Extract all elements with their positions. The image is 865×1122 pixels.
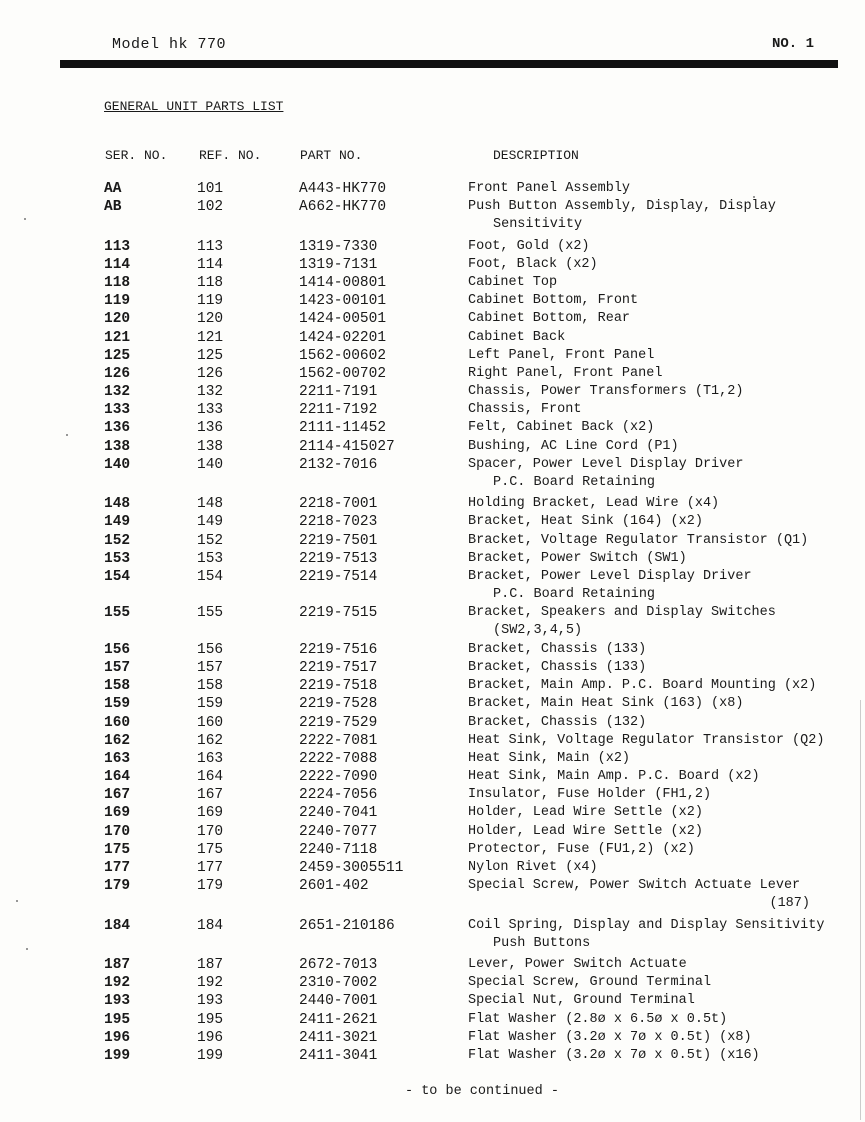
table-row	[0, 365, 865, 383]
ref-no-cell: 167	[197, 787, 224, 804]
ref-no-cell: 155	[197, 605, 224, 622]
part-no-cell: 2218-7001	[299, 496, 378, 513]
ser-no-cell: 152	[104, 532, 131, 549]
ref-no-cell: 187	[197, 956, 224, 973]
table-row	[0, 750, 865, 768]
table-row	[0, 877, 865, 913]
table-row	[0, 274, 865, 292]
section-title: GENERAL UNIT PARTS LIST	[104, 99, 284, 114]
table-row	[0, 641, 865, 659]
description-line: Front Panel Assembly	[468, 181, 631, 196]
part-no-cell: 2240-7118	[299, 841, 378, 858]
description-continuation: Sensitivity	[493, 217, 583, 233]
ref-no-cell: 160	[197, 714, 224, 731]
description-continuation: (SW2,3,4,5)	[493, 623, 583, 639]
ref-no-cell: 184	[197, 917, 224, 934]
description-line: Heat Sink, Main (x2)	[468, 750, 631, 766]
ref-no-cell: 120	[197, 311, 224, 328]
table-row	[0, 513, 865, 531]
ser-no-cell: 160	[104, 714, 131, 731]
column-header-part-no: PART NO.	[300, 148, 363, 163]
scan-speck	[66, 434, 68, 436]
ref-no-cell: 159	[197, 696, 224, 713]
description-line: Insulator, Fuse Holder (FH1,2)	[468, 787, 712, 803]
table-row	[0, 568, 865, 604]
part-no-cell: 2222-7090	[299, 769, 378, 786]
part-no-cell: 2240-7077	[299, 823, 378, 840]
description-cell	[468, 180, 630, 198]
table-row	[0, 310, 865, 328]
part-no-cell: 2219-7513	[299, 550, 378, 567]
description-cell	[468, 347, 654, 365]
part-no-cell: 1423-00101	[299, 293, 387, 310]
description-cell	[468, 992, 695, 1010]
table-row	[0, 550, 865, 568]
description-line: Coil Spring, Display and Display Sensitivity	[468, 917, 825, 933]
description-cell	[468, 714, 646, 732]
description-line: Special Screw, Ground Terminal	[468, 975, 712, 991]
ser-no-cell: 119	[104, 293, 131, 310]
part-no-cell: 1562-00702	[299, 365, 387, 382]
table-row	[0, 1029, 865, 1047]
scan-speck	[16, 900, 18, 902]
ref-no-cell: 148	[197, 496, 224, 513]
description-cell	[468, 550, 687, 568]
description-continuation: P.C. Board Retaining	[493, 586, 656, 602]
ref-no-cell: 138	[197, 438, 224, 455]
description-cell	[468, 750, 630, 768]
description-cell	[468, 419, 654, 437]
part-no-cell: 2219-7516	[299, 641, 378, 658]
description-cell	[468, 1029, 752, 1047]
part-no-cell: 1319-7131	[299, 256, 378, 273]
description-line: Holder, Lead Wire Settle (x2)	[468, 805, 703, 821]
ser-no-cell: AB	[104, 199, 122, 216]
table-row	[0, 956, 865, 974]
scan-speck	[24, 218, 26, 220]
ser-no-cell: 140	[104, 456, 131, 473]
column-header-ser-no: SER. NO.	[105, 148, 168, 163]
description-cell	[468, 768, 760, 786]
description-cell	[468, 513, 703, 531]
ser-no-cell: 120	[104, 311, 131, 328]
ser-no-cell: 148	[104, 496, 131, 513]
part-no-cell: 2211-7191	[299, 384, 378, 401]
description-line: Push Button Assembly, Display, Display	[468, 199, 776, 215]
description-cell	[468, 329, 565, 347]
ref-no-cell: 149	[197, 514, 224, 531]
ser-no-cell: 157	[104, 659, 131, 676]
part-no-cell: 2219-7515	[299, 605, 378, 622]
ref-no-cell: 156	[197, 641, 224, 658]
table-row	[0, 419, 865, 437]
ser-no-cell: 164	[104, 769, 131, 786]
ser-no-cell: 195	[104, 1011, 131, 1028]
description-cell	[468, 804, 703, 822]
ref-no-cell: 153	[197, 550, 224, 567]
ref-no-cell: 113	[197, 238, 224, 255]
description-line: Foot, Gold (x2)	[468, 238, 590, 254]
part-no-cell: 2411-3021	[299, 1029, 378, 1046]
part-no-cell: A443-HK770	[299, 181, 387, 197]
description-cell	[468, 1047, 760, 1065]
description-line: Spacer, Power Level Display Driver	[468, 456, 744, 472]
description-line: Flat Washer (3.2ø x 7ø x 0.5t) (x8)	[468, 1029, 752, 1045]
ser-no-cell: 138	[104, 438, 131, 455]
part-no-cell: 2459-3005511	[299, 860, 404, 876]
ser-no-cell: 132	[104, 384, 131, 401]
scan-speck	[26, 948, 28, 950]
description-cell	[468, 604, 776, 640]
part-no-cell: 2601-402	[299, 878, 369, 895]
description-line: Heat Sink, Voltage Regulator Transistor (Q2)	[468, 732, 825, 748]
description-cell	[468, 495, 719, 513]
ser-no-cell: AA	[104, 181, 122, 197]
description-cell	[468, 401, 581, 419]
description-cell	[468, 877, 810, 913]
ser-no-cell: 193	[104, 993, 131, 1010]
ref-no-cell: 119	[197, 293, 224, 310]
description-line: Bracket, Voltage Regulator Transistor (Q1)	[468, 532, 809, 548]
part-no-cell: A662-HK770	[299, 199, 387, 216]
ref-no-cell: 195	[197, 1011, 224, 1028]
table-row	[0, 604, 865, 640]
column-header-description: DESCRIPTION	[493, 148, 579, 163]
ser-no-cell: 184	[104, 917, 131, 934]
part-no-cell: 1424-02201	[299, 329, 387, 346]
table-row	[0, 1047, 865, 1065]
ref-no-cell: 125	[197, 347, 224, 364]
ref-no-cell: 102	[197, 199, 224, 216]
description-line: Special Screw, Power Switch Actuate Lever	[468, 878, 801, 894]
table-row	[0, 329, 865, 347]
ser-no-cell: 159	[104, 696, 131, 713]
description-line: Flat Washer (2.8ø x 6.5ø x 0.5t)	[468, 1011, 728, 1027]
description-cell	[468, 677, 816, 695]
ser-no-cell: 121	[104, 329, 131, 346]
description-cell	[468, 917, 824, 953]
table-row	[0, 992, 865, 1010]
ref-no-cell: 101	[197, 181, 224, 197]
part-no-cell: 2224-7056	[299, 787, 378, 804]
ser-no-cell: 125	[104, 347, 131, 364]
ser-no-cell: 153	[104, 550, 131, 567]
part-no-cell: 2211-7192	[299, 402, 378, 419]
table-row	[0, 859, 865, 877]
table-row	[0, 383, 865, 401]
ser-no-cell: 169	[104, 805, 131, 822]
description-cell	[468, 256, 598, 274]
description-line: Left Panel, Front Panel	[468, 347, 655, 363]
description-cell	[468, 641, 646, 659]
part-no-cell: 2219-7528	[299, 696, 378, 713]
ser-no-cell: 158	[104, 678, 131, 695]
ser-no-cell: 155	[104, 605, 131, 622]
description-cell	[468, 238, 590, 256]
table-row	[0, 768, 865, 786]
table-row	[0, 786, 865, 804]
description-line: Bracket, Heat Sink (164) (x2)	[468, 514, 703, 530]
table-row	[0, 198, 865, 234]
description-line: Cabinet Back	[468, 329, 566, 345]
description-line: Lever, Power Switch Actuate	[468, 956, 687, 972]
ser-no-cell: 133	[104, 402, 131, 419]
part-no-cell: 2219-7529	[299, 714, 378, 731]
part-no-cell: 1562-00602	[299, 347, 387, 364]
description-line: Special Nut, Ground Terminal	[468, 993, 695, 1009]
description-cell	[468, 974, 711, 992]
ref-no-cell: 169	[197, 805, 224, 822]
part-no-cell: 2219-7501	[299, 532, 378, 549]
description-line: Flat Washer (3.2ø x 7ø x 0.5t) (x16)	[468, 1047, 760, 1063]
description-line: Bracket, Chassis (132)	[468, 714, 647, 730]
ref-no-cell: 158	[197, 678, 224, 695]
ref-no-cell: 199	[197, 1047, 224, 1064]
column-header-ref-no: REF. NO.	[199, 148, 262, 163]
ser-no-cell: 149	[104, 514, 131, 531]
ref-no-cell: 118	[197, 274, 224, 291]
ser-no-cell: 177	[104, 860, 131, 876]
table-row	[0, 659, 865, 677]
header-rule	[60, 60, 838, 68]
ser-no-cell: 113	[104, 238, 131, 255]
part-no-cell: 2114-415027	[299, 438, 395, 455]
table-row	[0, 714, 865, 732]
part-no-cell: 1414-00801	[299, 274, 387, 291]
table-row	[0, 677, 865, 695]
table-row	[0, 695, 865, 713]
part-no-cell: 2218-7023	[299, 514, 378, 531]
description-line: Cabinet Bottom, Front	[468, 293, 639, 309]
part-no-cell: 2222-7081	[299, 732, 378, 749]
ser-no-cell: 192	[104, 975, 131, 992]
part-no-cell: 2219-7514	[299, 568, 378, 585]
part-no-cell: 1319-7330	[299, 238, 378, 255]
part-no-cell: 2240-7041	[299, 805, 378, 822]
ser-no-cell: 114	[104, 256, 131, 273]
table-row	[0, 438, 865, 456]
part-no-cell: 2219-7518	[299, 678, 378, 695]
parts-table	[0, 180, 865, 1065]
ser-no-cell: 156	[104, 641, 131, 658]
part-no-cell: 2310-7002	[299, 975, 378, 992]
description-line: Bracket, Main Heat Sink (163) (x8)	[468, 696, 744, 712]
description-line: Felt, Cabinet Back (x2)	[468, 420, 655, 436]
ref-no-cell: 162	[197, 732, 224, 749]
description-cell	[468, 859, 598, 877]
part-no-cell: 2219-7517	[299, 659, 378, 676]
ref-no-cell: 114	[197, 256, 224, 273]
description-cell	[468, 695, 743, 713]
description-line: Nylon Rivet (x4)	[468, 860, 598, 875]
ref-no-cell: 154	[197, 568, 224, 585]
ser-no-cell: 187	[104, 956, 131, 973]
part-no-cell: 2440-7001	[299, 993, 378, 1010]
continued-note: - to be continued -	[405, 1084, 559, 1099]
part-no-cell: 2651-210186	[299, 917, 395, 934]
description-line: Bracket, Power Switch (SW1)	[468, 550, 687, 566]
description-line: Chassis, Power Transformers (T1,2)	[468, 384, 744, 400]
description-cell	[468, 365, 662, 383]
scan-speck	[753, 196, 755, 198]
description-line: Right Panel, Front Panel	[468, 365, 663, 381]
description-line: Foot, Black (x2)	[468, 256, 598, 272]
table-row	[0, 495, 865, 513]
ref-no-cell: 179	[197, 878, 224, 895]
ref-no-cell: 152	[197, 532, 224, 549]
description-line: Holding Bracket, Lead Wire (x4)	[468, 496, 720, 512]
ref-no-cell: 164	[197, 769, 224, 786]
part-no-cell: 1424-00501	[299, 311, 387, 328]
description-line: Bracket, Chassis (133)	[468, 641, 647, 657]
description-line: Bushing, AC Line Cord (P1)	[468, 438, 679, 454]
table-row	[0, 456, 865, 492]
description-line: Holder, Lead Wire Settle (x2)	[468, 823, 703, 839]
part-no-cell: 2222-7088	[299, 750, 378, 767]
table-row	[0, 532, 865, 550]
table-row	[0, 292, 865, 310]
model-label: Model hk 770	[112, 36, 227, 53]
description-cell	[468, 1011, 727, 1029]
description-cell	[468, 292, 638, 310]
description-cell	[468, 786, 711, 804]
description-continuation: Push Buttons	[493, 935, 591, 951]
description-cell	[468, 659, 646, 677]
ser-no-cell: 196	[104, 1029, 131, 1046]
table-row	[0, 180, 865, 198]
ref-no-cell: 175	[197, 841, 224, 858]
part-no-cell: 2111-11452	[299, 420, 387, 437]
ser-no-cell: 136	[104, 420, 131, 437]
description-line: Bracket, Main Amp. P.C. Board Mounting (x2)	[468, 678, 817, 694]
ref-no-cell: 193	[197, 993, 224, 1010]
description-cell	[468, 732, 824, 750]
ref-no-cell: 170	[197, 823, 224, 840]
ref-no-cell: 126	[197, 365, 224, 382]
description-continuation: P.C. Board Retaining	[493, 474, 656, 490]
table-row	[0, 347, 865, 365]
table-row	[0, 974, 865, 992]
description-line: Bracket, Speakers and Display Switches	[468, 605, 776, 621]
part-no-cell: 2411-3041	[299, 1047, 378, 1064]
description-line: Cabinet Top	[468, 274, 558, 290]
table-row	[0, 1011, 865, 1029]
ref-no-cell: 157	[197, 659, 224, 676]
description-line: Heat Sink, Main Amp. P.C. Board (x2)	[468, 769, 760, 785]
ref-no-cell: 133	[197, 402, 224, 419]
description-line: Protector, Fuse (FU1,2) (x2)	[468, 841, 695, 857]
description-cell	[468, 532, 808, 550]
description-cell	[468, 438, 679, 456]
ser-no-cell: 154	[104, 568, 131, 585]
page-number: NO. 1	[772, 36, 815, 52]
scan-edge	[860, 700, 861, 1120]
ref-no-cell: 140	[197, 456, 224, 473]
table-row	[0, 804, 865, 822]
description-cell	[468, 198, 776, 234]
part-no-cell: 2672-7013	[299, 956, 378, 973]
ser-no-cell: 179	[104, 878, 131, 895]
description-cell	[468, 274, 557, 292]
table-row	[0, 823, 865, 841]
ser-no-cell: 175	[104, 841, 131, 858]
description-line: Bracket, Chassis (133)	[468, 659, 647, 675]
description-cell	[468, 956, 687, 974]
table-row	[0, 401, 865, 419]
ref-no-cell: 177	[197, 860, 224, 876]
description-cell	[468, 456, 743, 492]
ref-no-cell: 121	[197, 329, 224, 346]
part-no-cell: 2132-7016	[299, 456, 378, 473]
table-row	[0, 917, 865, 953]
ser-no-cell: 170	[104, 823, 131, 840]
description-cell	[468, 383, 743, 401]
description-continuation: (187)	[769, 896, 810, 912]
ser-no-cell: 162	[104, 732, 131, 749]
part-no-cell: 2411-2621	[299, 1011, 378, 1028]
ser-no-cell: 163	[104, 750, 131, 767]
ref-no-cell: 196	[197, 1029, 224, 1046]
description-line: Chassis, Front	[468, 402, 582, 418]
description-cell	[468, 568, 752, 604]
table-row	[0, 841, 865, 859]
description-cell	[468, 310, 630, 328]
ref-no-cell: 192	[197, 975, 224, 992]
description-cell	[468, 823, 703, 841]
ser-no-cell: 199	[104, 1047, 131, 1064]
ref-no-cell: 136	[197, 420, 224, 437]
ref-no-cell: 132	[197, 384, 224, 401]
ref-no-cell: 163	[197, 750, 224, 767]
description-line: Cabinet Bottom, Rear	[468, 311, 631, 327]
ser-no-cell: 118	[104, 274, 131, 291]
table-row	[0, 256, 865, 274]
ser-no-cell: 126	[104, 365, 131, 382]
description-line: Bracket, Power Level Display Driver	[468, 568, 752, 584]
table-row	[0, 732, 865, 750]
table-row	[0, 238, 865, 256]
ser-no-cell: 167	[104, 787, 131, 804]
description-cell	[468, 841, 695, 859]
